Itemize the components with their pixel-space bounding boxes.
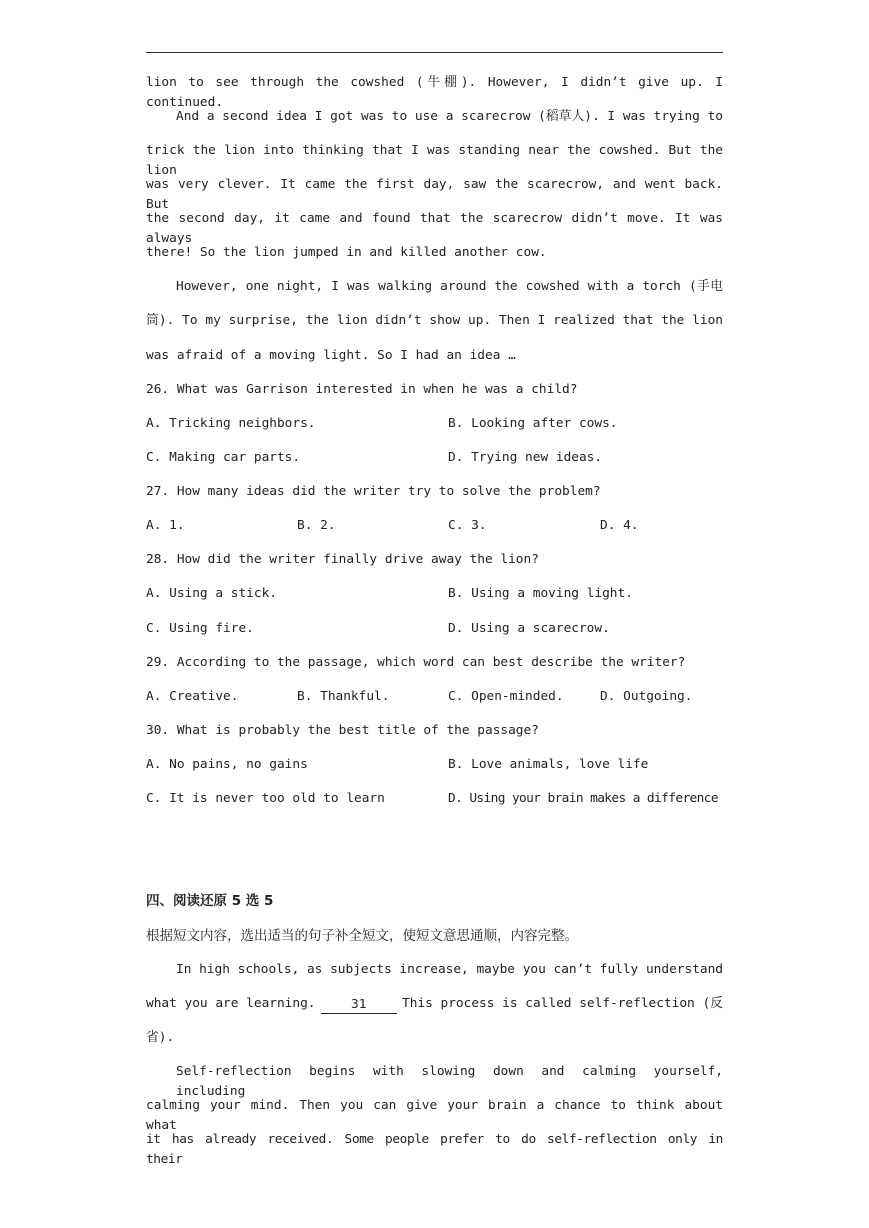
question-stem: 27. How many ideas did the writer try to solve the problem? xyxy=(146,484,601,499)
option: D. Trying new ideas. xyxy=(448,450,603,465)
option: A. No pains, no gains xyxy=(146,757,308,772)
option-row xyxy=(146,789,723,809)
option: C. Using fire. xyxy=(146,621,254,636)
option: A. Tricking neighbors. xyxy=(146,416,316,431)
option-row xyxy=(146,584,723,604)
option: B. 2. xyxy=(297,518,336,533)
passage-text: This process is called self-reflection (反 xyxy=(402,996,723,1011)
option: B. Using a moving light. xyxy=(448,586,633,601)
passage-line: was afraid of a moving light. So I had an idea … xyxy=(146,348,516,363)
option: D. 4. xyxy=(600,518,639,533)
option-row xyxy=(146,619,723,639)
passage-text: what you are learning. xyxy=(146,996,316,1011)
option-row xyxy=(146,516,723,536)
passage-line-with-blank xyxy=(146,994,723,1014)
passage-line: there! So the lion jumped in and killed another cow. xyxy=(146,245,547,260)
question-stem: 28. How did the writer finally drive away the lion? xyxy=(146,552,539,567)
header-rule xyxy=(146,52,723,53)
passage-line: 筒). To my surprise, the lion didn’t show up. Then I realized that the lion xyxy=(146,313,723,328)
section-instruction: 根据短文内容，选出适当的句子补全短文，使短文意思通顺，内容完整。 xyxy=(146,928,578,944)
option: D. Outgoing. xyxy=(600,689,693,704)
passage-line: the second day, it came and found that the scarecrow didn’t move. It was always xyxy=(146,211,723,246)
option-row xyxy=(146,687,723,707)
option-row xyxy=(146,414,723,434)
passage-line: 省). xyxy=(146,1030,175,1045)
option: C. Open-minded. xyxy=(448,689,564,704)
passage-line: it has already received. Some people prefer to do self-reflection only in their xyxy=(146,1132,723,1167)
section-heading: 四、阅读还原 5 选 5 xyxy=(146,893,274,909)
option: B. Thankful. xyxy=(297,689,390,704)
question-stem: 29. According to the passage, which word can best describe the writer? xyxy=(146,655,686,670)
option: B. Looking after cows. xyxy=(448,416,618,431)
passage-line: lion to see through the cowshed (牛棚). However, I didn’t give up. I continued. xyxy=(146,75,723,110)
option: A. 1. xyxy=(146,518,185,533)
answer-blank-31[interactable]: 31 xyxy=(321,997,397,1014)
passage-line: calming your mind. Then you can give your brain a chance to think about what xyxy=(146,1098,723,1133)
option: A. Using a stick. xyxy=(146,586,277,601)
option: C. 3. xyxy=(448,518,487,533)
passage-line: However, one night, I was walking around the cowshed with a torch (手电 xyxy=(176,279,723,294)
option-row xyxy=(146,755,723,775)
passage-line: Self-reflection begins with slowing down and calming yourself, including xyxy=(176,1064,723,1099)
passage-line: And a second idea I got was to use a scarecrow (稻草人). I was trying to xyxy=(176,109,723,124)
passage-line: trick the lion into thinking that I was standing near the cowshed. But the lion xyxy=(146,143,723,178)
question-stem: 30. What is probably the best title of the passage? xyxy=(146,723,539,738)
option: C. Making car parts. xyxy=(146,450,301,465)
option: D. Using your brain makes a difference xyxy=(448,791,718,806)
passage-line: was very clever. It came the first day, saw the scarecrow, and went back. But xyxy=(146,177,723,212)
passage-line: In high schools, as subjects increase, maybe you can’t fully understand xyxy=(176,962,724,977)
question-stem: 26. What was Garrison interested in when he was a child? xyxy=(146,382,578,397)
option: B. Love animals, love life xyxy=(448,757,649,772)
option: A. Creative. xyxy=(146,689,239,704)
option: C. It is never too old to learn xyxy=(146,791,385,806)
option-row xyxy=(146,448,723,468)
option: D. Using a scarecrow. xyxy=(448,621,610,636)
